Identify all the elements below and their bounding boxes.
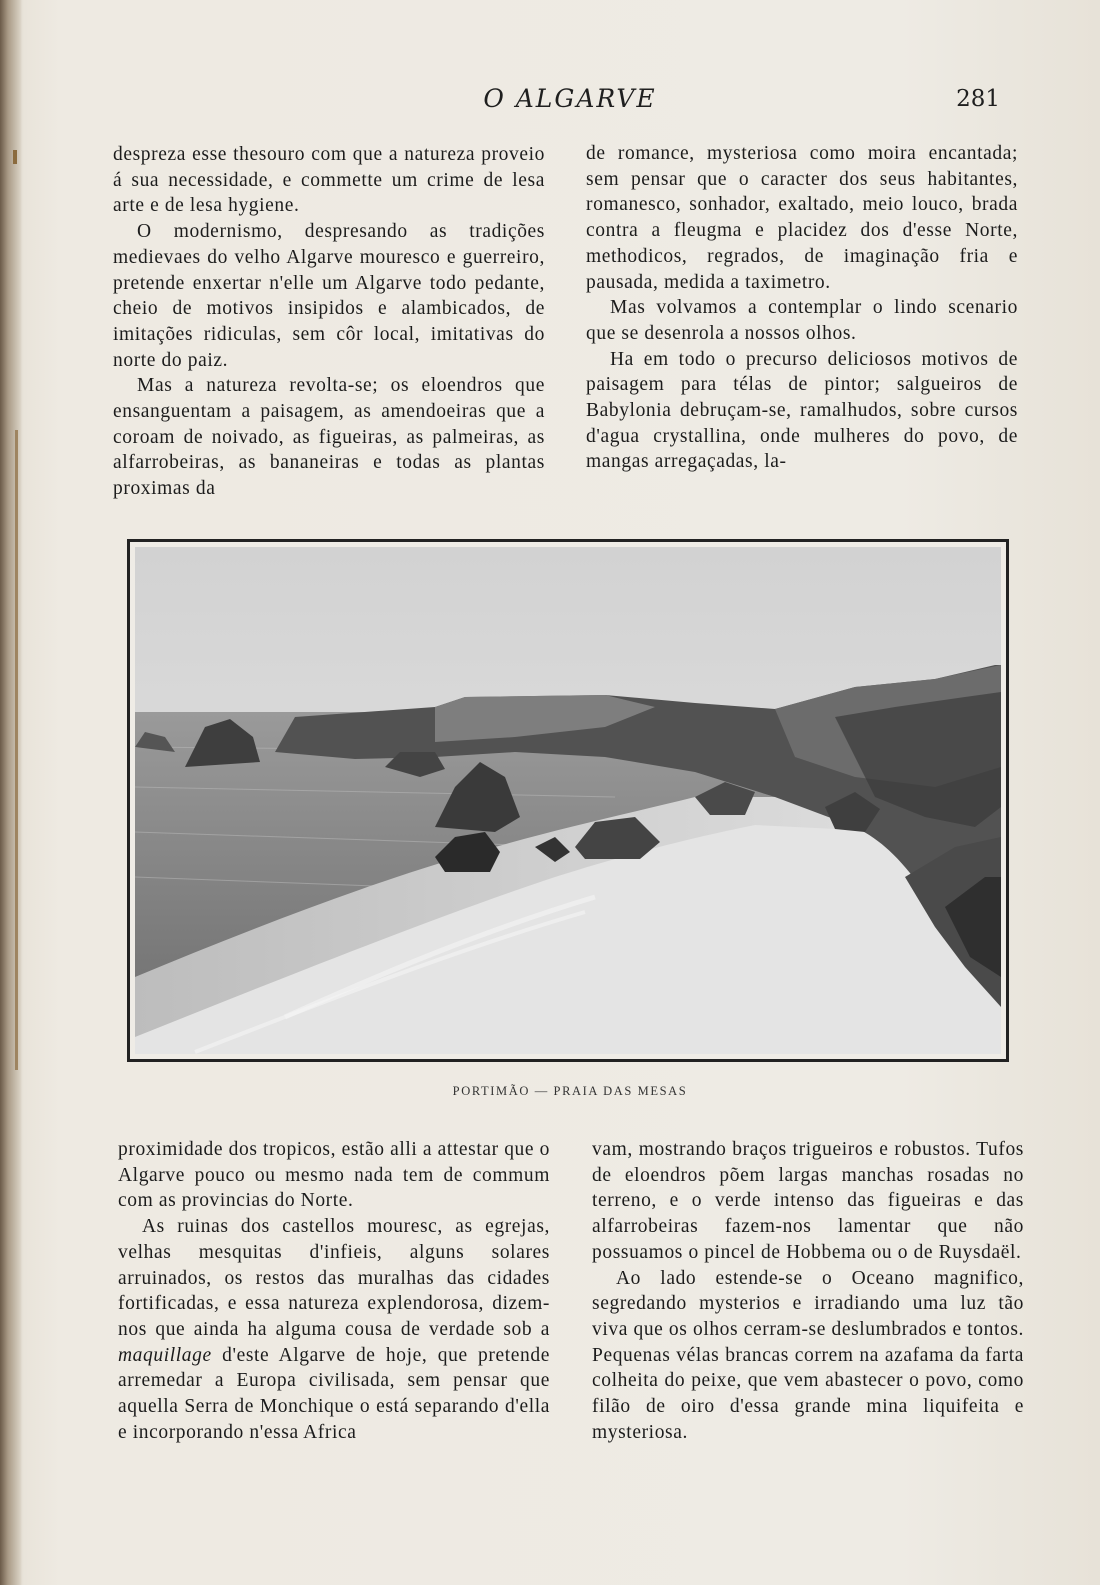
paragraph: despreza esse thesouro com que a natureza proveio á sua necessidade, e commette um crime de lesa arte e de lesa hygiene.: [113, 144, 545, 217]
binding-thread: [13, 150, 17, 164]
paragraph: [118, 1214, 550, 1445]
paragraph: O modernismo, despresando as tradições medievaes do velho Algarve mouresco e guerreiro, pretende enxertar n'elle um Algarve todo pedante, cheio de motivos insipidos e alambicados, de imitações ridiculas, sem côr local, imitativas do norte do paiz.: [113, 221, 545, 371]
running-header: O ALGARVE: [483, 84, 657, 113]
beach-cliffs-illustration: [135, 547, 1001, 1054]
paragraph: de romance, mysteriosa como moira encantada; sem pensar que o caracter dos seus habitantes, romanesco, sonhador, exaltado, meio louco, brada contra a fleugma e placidez dos d'esse Norte, methodicos, regrados, de imaginação fria e pausada, medida a taximetro.: [586, 143, 1018, 293]
column-bottom-left: [118, 1137, 550, 1445]
italic-text: maquillage: [118, 1344, 212, 1366]
book-binding: [0, 0, 22, 1585]
paragraph: Ao lado estende-se o Oceano magnifico, segredando mysterios e irradiando uma luz tão viva que os olhos cerram-se deslumbrados e tontos. Pequenas vélas brancas correm na azafama da farta colheita do peixe, que vem abastecer o povo, como filão de oiro d'essa grande mina liquifeita e mysteriosa.: [592, 1267, 1024, 1443]
paragraph: proximidade dos tropicos, estão alli a attestar que o Algarve pouco ou mesmo nada tem de commum com as provincias do Norte.: [118, 1139, 550, 1212]
text-span: d'este Algarve de hoje, que pretende arremedar a Europa civilisada, sem pensar que aquella Serra de Monchique o está separando d'ella e incorporando n'essa Africa: [118, 1344, 550, 1443]
page-number: 281: [956, 86, 1000, 112]
column-top-left: [113, 142, 545, 502]
paragraph: vam, mostrando braços trigueiros e robustos. Tufos de eloendros põem largas manchas rosadas no terreno, e o verde intenso das figueiras e das alfarrobeiras fazem-nos lamentar que não possuamos o pincel de Hobbema ou o de Ruysdaël.: [592, 1139, 1024, 1263]
column-top-right: [586, 141, 1018, 475]
photograph-beach: [127, 539, 1009, 1062]
text-span: As ruinas dos castellos mouresc, as egrejas, velhas mesquitas d'infieis, alguns solares arruinados, os restos das muralhas das cidades fortificadas, e essa natureza explendorosa, dizem-nos que ainda ha alguma cousa de verdade sob a: [118, 1216, 550, 1340]
paragraph: Mas volvamos a contemplar o lindo scenario que se desenrola a nossos olhos.: [586, 297, 1018, 344]
photo-caption: PORTIMÃO — PRAIA DAS MESAS: [452, 1084, 688, 1098]
paragraph: Ha em todo o precurso deliciosos motivos de paisagem para télas de pintor; salgueiros de Babylonia debruçam-se, ramalhudos, sobre cursos d'agua crystallina, onde mulheres do povo, de mangas arregaçadas, la-: [586, 348, 1018, 473]
paragraph: Mas a natureza revolta-se; os eloendros que ensanguentam a paisagem, as amendoeiras que a coroam de noivado, as figueiras, as palmeiras, as alfarrobeiras, as bananeiras e todas as plantas proximas da: [113, 375, 545, 500]
binding-thread: [15, 430, 18, 1070]
column-bottom-right: [592, 1137, 1024, 1445]
